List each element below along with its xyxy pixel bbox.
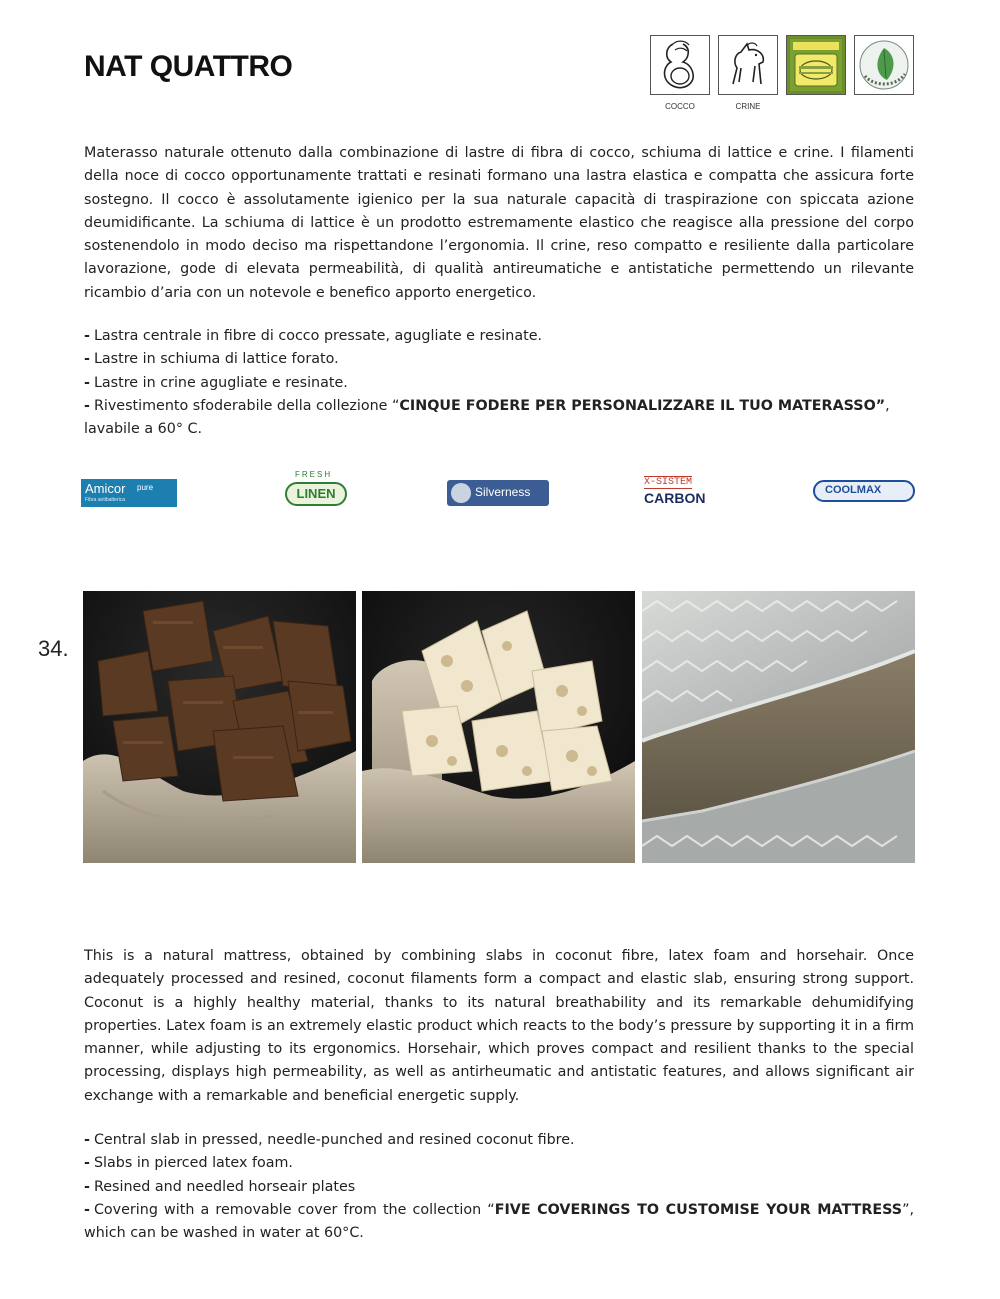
list-item: - Lastre in crine agugliate e resinate.	[84, 374, 348, 391]
page-title: NAT QUATTRO	[84, 50, 293, 83]
coconut-fibre-photo	[83, 591, 356, 863]
amicor-logo: Amicor pure Fibra antibatterica	[81, 479, 177, 507]
fresh-linen-logo: FRESH LINEN	[283, 470, 349, 510]
horse-caption: CRINE	[735, 102, 761, 111]
italian-description: Materasso naturale ottenuto dalla combinazione di lastre di fibra di cocco, schiuma di lattice e crine. I filamenti della noce di cocco opportunamente trattati e resinati formano una lastra elastica e compatta che assicura forte sostegno. Il cocco è assolutamente igienico per la sua naturale capacità di traspirazione con spiccata azione deumidificante. La schiuma di lattice è un prodotto estremamente elastico che reagisce alla pressione del corpo sostenendolo in modo deciso ma rispettandone l’ergonomia. Il crine, reso compatto e resiliente dalla particolare lavorazione, gode di elevata permeabilità, di qualità antireumatiche e antistatiche permettendo un rilevante ricambio d’aria con un notevole e benefico apporto energetico.	[84, 145, 914, 301]
fabric-brand-logos	[80, 470, 920, 520]
english-description: This is a natural mattress, obtained by combining slabs in coconut fibre, latex foam and horsehair. Once adequately processed and resined, coconut filaments form a compact and elastic slab, ensuring strong support. Coconut is a highly healthy material, thanks to its natural breathability and its remarkable dehumidifying properties. Latex foam is an extremely elastic product which reacts to the body’s pressure by supporting it in a firm manner, while adjusting to its ergonomics. Horsehair, which proves compact and resilient thanks to the special processing, displays high permeability, as well as antirheumatic and antistatic features, and allows significant air exchange with a remarkable and beneficial energetic supply.	[84, 948, 914, 1104]
coconut-icon	[650, 35, 710, 95]
list-item: - Slabs in pierced latex foam.	[84, 1155, 293, 1172]
mattress-cover-photo	[642, 591, 915, 863]
list-item: - Covering with a removable cover from the collection “FIVE COVERINGS TO CUSTOMISE YOUR MATTRESS”, which can be washed in water at 60°C.	[84, 1201, 915, 1242]
latex-foam-photo	[362, 591, 635, 863]
certification-icons	[650, 35, 916, 115]
coolmax-logo: COOLMAX	[813, 480, 915, 502]
list-item: - Lastra centrale in fibre di cocco pressate, agugliate e resinate.	[84, 328, 543, 344]
list-item: - Resined and needled horseair plates	[84, 1178, 356, 1195]
page-number: 34.	[38, 636, 69, 661]
silverness-logo: Silverness	[447, 480, 549, 506]
list-item: - Rivestimento sfoderabile della collezione “CINQUE FODERE PER PERSONALIZZARE IL TUO MATERASSO”, lavabile a 60° C.	[84, 397, 890, 438]
coconut-caption: COCCO	[665, 102, 695, 111]
list-item: - Lastre in schiuma di lattice forato.	[84, 351, 339, 368]
horse-icon	[718, 35, 778, 95]
x-sistem-carbon-logo: X-SISTEM CARBON	[644, 477, 706, 506]
certificate-badge-icon	[786, 35, 846, 95]
eco-tex-badge-icon	[854, 35, 914, 95]
list-item: - Central slab in pressed, needle-punched and resined coconut fibre.	[84, 1132, 575, 1148]
english-feature-list	[84, 1129, 914, 1245]
italian-feature-list	[84, 325, 914, 441]
